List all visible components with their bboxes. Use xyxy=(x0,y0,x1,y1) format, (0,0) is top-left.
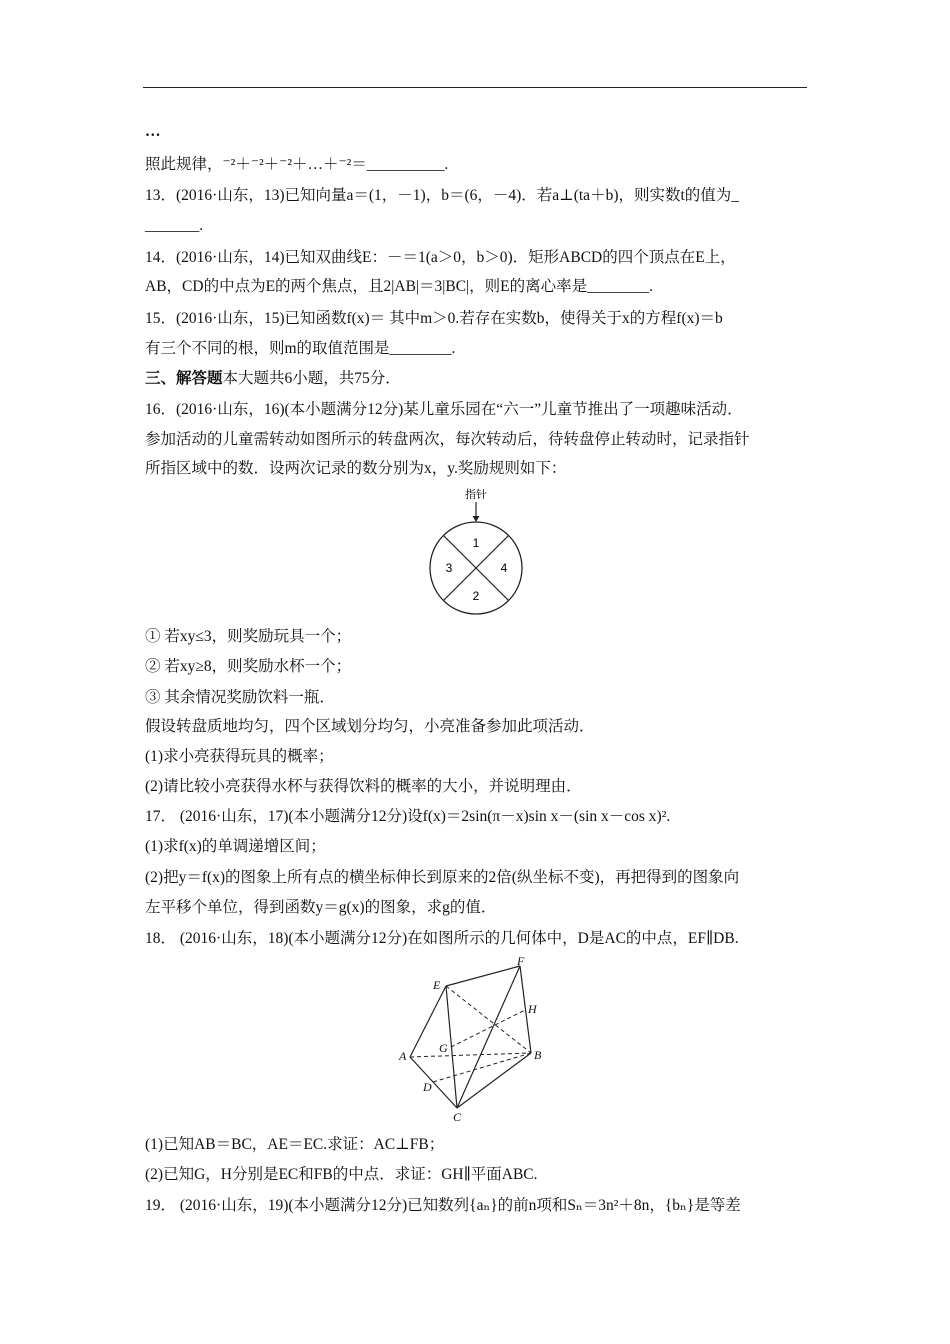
section-three-desc: 本大题共6小题，共75分． xyxy=(222,370,401,387)
label-C: C xyxy=(453,1110,462,1124)
sector-label-left: 3 xyxy=(445,561,453,575)
q16-rule-2: ② 若xy≥8，则奖励水杯一个； xyxy=(145,658,352,675)
q16-part-1: (1)求小亮获得玩具的概率； xyxy=(145,748,334,765)
edge-EF xyxy=(446,966,520,986)
q15-line-1: 15．(2016·山东，15)已知函数f(x)＝ 其中m＞0.若存在实数b，使得关于x的方程f(x)＝b xyxy=(145,310,723,327)
q16-line-2: 参加活动的儿童需转动如图所示的转盘两次，每次转动后，待转盘停止转动时，记录指针 xyxy=(145,431,750,448)
section-three-heading xyxy=(145,369,810,389)
solid-figure xyxy=(395,955,555,1125)
label-F: F xyxy=(517,955,525,968)
edge-DB xyxy=(433,1053,531,1082)
edge-FC xyxy=(457,966,520,1108)
edge-GH xyxy=(451,1010,525,1047)
q16-rule-3: ③ 其余情况奖励饮料一瓶． xyxy=(145,689,335,706)
q19-line-1: 19． (2016·山东，19)(本小题满分12分)已知数列{aₙ}的前n项和Sₙ＝3n²＋8n，{bₙ}是等差 xyxy=(145,1197,741,1214)
edge-CB xyxy=(457,1053,531,1108)
spinner-figure xyxy=(420,487,535,622)
header-rule xyxy=(143,87,807,88)
q16-part-2: (2)请比较小亮获得水杯与获得饮料的概率的大小，并说明理由． xyxy=(145,778,582,795)
q16-line-3: 所指区域中的数．设两次记录的数分别为x，y.奖励规则如下： xyxy=(145,460,567,477)
edge-AC xyxy=(410,1057,457,1108)
edge-AB xyxy=(410,1053,531,1057)
q17-part-2-line-1: (2)把y＝f(x)的图象上所有点的横坐标伸长到原来的2倍(纵坐标不变)，再把得到的图象向 xyxy=(145,869,740,886)
q18-part-1: (1)已知AB＝BC，AE＝EC.求证：AC⊥FB； xyxy=(145,1136,445,1153)
label-D: D xyxy=(423,1080,432,1094)
pointer-arrowhead-icon xyxy=(473,516,480,522)
q17-line-1: 17． (2016·山东，17)(本小题满分12分)设f(x)＝2sin(π－x)sin x－(sin x－cos x)². xyxy=(145,808,671,825)
section-three-title: 三、解答题 xyxy=(145,370,223,387)
q13-line-1: 13．(2016·山东，13)已知向量a＝(1，－1)，b＝(6，－4)．若a⊥(ta＋b)，则实数t的值为_ xyxy=(145,187,740,204)
q14-line-1: 14．(2016·山东，14)已知双曲线E：－＝1(a＞0，b＞0)．矩形ABCD的四个顶点在E上， xyxy=(145,249,736,266)
q17-part-1: (1)求f(x)的单调递增区间； xyxy=(145,838,326,855)
sector-label-right: 4 xyxy=(500,561,508,575)
q16-rule-1: ① 若xy≤3，则奖励玩具一个； xyxy=(145,628,352,645)
label-H: H xyxy=(528,1002,537,1016)
q14-line-2: AB，CD的中点为E的两个焦点，且2|AB|＝3|BC|，则E的离心率是________. xyxy=(145,278,653,295)
q15-line-2: 有三个不同的根，则m的取值范围是________. xyxy=(145,340,456,357)
q18-part-2: (2)已知G，H分别是EC和FB的中点．求证：GH∥平面ABC. xyxy=(145,1166,538,1183)
label-G: G xyxy=(439,1041,448,1055)
label-A: A xyxy=(399,1049,407,1063)
pointer-label: 指针 xyxy=(465,489,487,501)
q17-part-2-line-2: 左平移个单位，得到函数y＝g(x)的图象，求g的值． xyxy=(145,899,497,916)
q16-line-1: 16．(2016·山东，16)(本小题满分12分)某儿童乐园在“六一”儿童节推出了一项趣味活动． xyxy=(145,401,743,418)
sector-label-top: 1 xyxy=(472,536,480,550)
sector-label-bottom: 2 xyxy=(472,589,480,603)
label-B: B xyxy=(534,1048,542,1062)
q13-line-2: _______. xyxy=(145,217,204,234)
q16-assumption: 假设转盘质地均匀，四个区域划分均匀，小亮准备参加此项活动． xyxy=(145,718,595,735)
q18-line-1: 18． (2016·山东，18)(本小题满分12分)在如图所示的几何体中，D是AC的中点，EF∥DB. xyxy=(145,930,739,947)
label-E: E xyxy=(433,978,441,992)
pattern-line: 照此规律，⁻²＋⁻²＋⁻²＋…＋⁻²＝__________. xyxy=(145,156,449,173)
ellipsis-line: … xyxy=(145,123,161,140)
